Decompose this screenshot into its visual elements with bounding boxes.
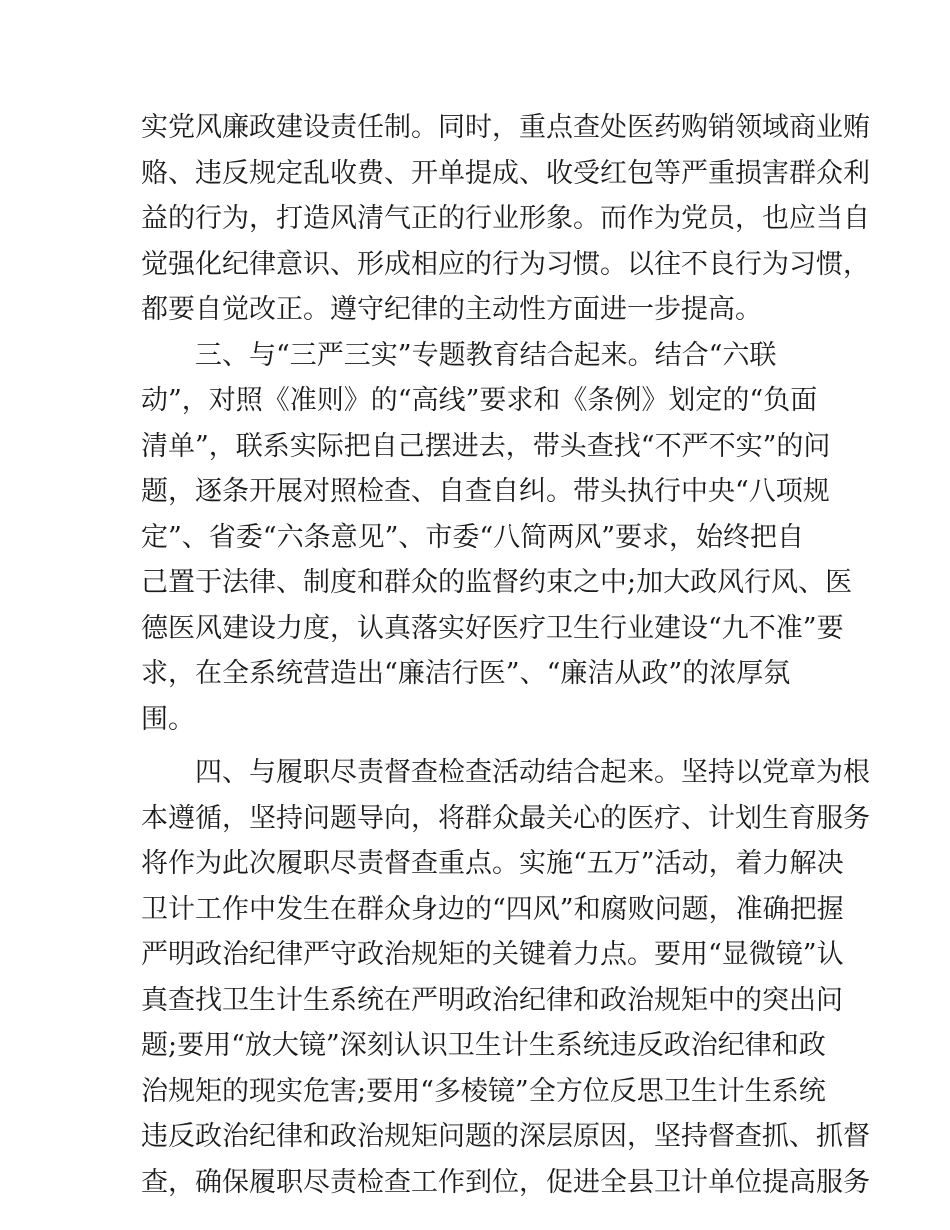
text-line: 真查找卫生计生系统在严明政治纪律和政治规矩中的突出问 [141, 984, 843, 1016]
text-line: 赂、违反规定乱收费、开单提成、收受红包等严重损害群众利 [141, 157, 870, 189]
document-body [141, 105, 870, 1205]
text-line: 动”，对照《准则》的“高线”要求和《条例》划定的“负面 [141, 385, 818, 416]
text-line: 益的行为，打造风清气正的行业形象。而作为党员，也应当自 [141, 203, 870, 234]
text-line: 定”、省委“六条意见”、市委“八简两风”要求，始终把自 [141, 521, 805, 553]
text-line: 题;要用“放大镜”深刻认识卫生计生系统违反政治纪律和政 [141, 1030, 826, 1061]
text-line: 求，在全系统营造出“廉洁行医”、“廉洁从政”的浓厚氛 [141, 658, 791, 689]
text-line: 严明政治纪律严守政治规矩的关键着力点。要用“显微镜”认 [141, 939, 844, 970]
text-line: 己置于法律、制度和群众的监督约束之中;加大政风行风、医 [141, 567, 853, 598]
text-line: 清单”，联系实际把自己摆进去，带头查找“不严不实”的问 [141, 430, 831, 462]
text-line: 本遵循，坚持问题导向，将群众最关心的医疗、计划生育服务 [141, 802, 870, 834]
text-line: 德医风建设力度，认真落实好医疗卫生行业建设“九不准”要 [141, 612, 844, 644]
text-line: 都要自觉改正。遵守纪律的主动性方面进一步提高。 [141, 294, 762, 325]
text-line: 查，确保履职尽责检查工作到位，促进全县卫计单位提高服务 [141, 1166, 870, 1198]
paragraph-spacer [141, 742, 821, 750]
paragraph-section-three [141, 333, 853, 743]
text-line: 觉强化纪律意识、形成相应的行为习惯。以往不良行为习惯， [141, 248, 870, 280]
text-line: 围。 [141, 703, 195, 735]
text-line: 三、与“三严三实”专题教育结合起来。结合“六联 [195, 339, 777, 371]
paragraph-party-discipline [141, 105, 870, 333]
text-line: 违反政治纪律和政治规矩问题的深层原因，坚持督查抓、抓督 [141, 1121, 870, 1152]
paragraph-section-four [141, 750, 870, 1205]
text-line: 四、与履职尽责督查检查活动结合起来。坚持以党章为根 [195, 757, 870, 788]
text-line: 实党风廉政建设责任制。同时，重点查处医药购销领域商业贿 [141, 112, 870, 143]
text-line: 题，逐条开展对照检查、自查自纠。带头执行中央“八项规 [141, 476, 830, 507]
text-line: 将作为此次履职尽责督查重点。实施“五万”活动，着力解决 [141, 848, 844, 879]
text-line: 治规矩的现实危害;要用“多棱镜”全方位反思卫生计生系统 [141, 1075, 826, 1107]
text-line: 卫计工作中发生在群众身边的“四风”和腐败问题，准确把握 [141, 893, 844, 925]
